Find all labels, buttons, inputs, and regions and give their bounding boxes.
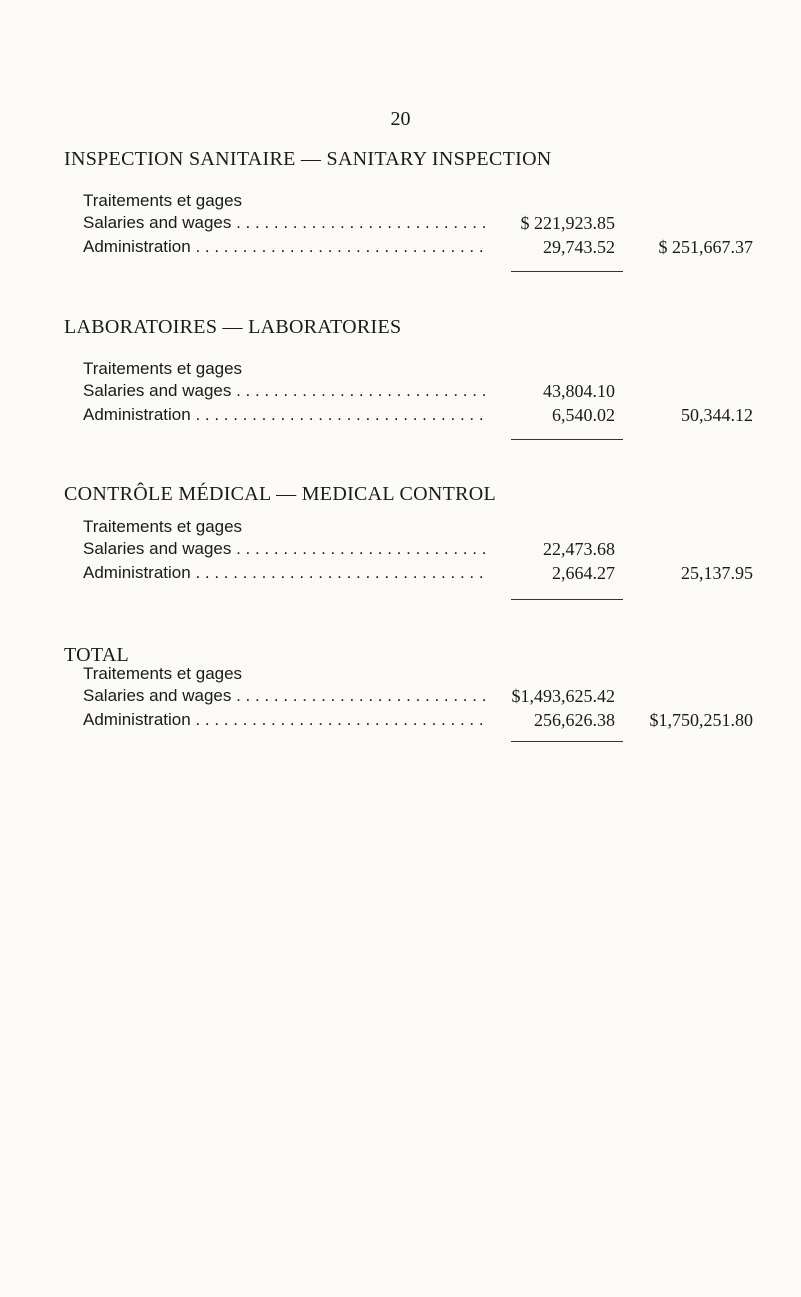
row-amount: $ 221,923.85	[520, 213, 615, 233]
subtotal-rule	[511, 271, 623, 272]
row-amount: 43,804.10	[543, 381, 615, 401]
row-label: Salaries and wages . . .	[83, 684, 486, 708]
row-salaries-and-wages	[83, 211, 763, 235]
section-heading-sanitary-inspection: INSPECTION SANITAIRE — SANITARY INSPECTION	[64, 148, 552, 170]
grand-total-rule	[511, 741, 623, 742]
row-administration	[83, 561, 763, 585]
row-total: $1,750,251.80	[649, 710, 753, 730]
row-amount: 29,743.52	[543, 237, 615, 257]
row-amount: $1,493,625.42	[511, 686, 615, 706]
subheading-traitements: Traitements et gages	[83, 191, 243, 210]
subheading-traitements: Traitements et gages	[83, 517, 243, 536]
row-label: Administration . . .	[83, 235, 486, 259]
page-number: 20	[390, 108, 411, 130]
row-amount: 256,626.38	[534, 710, 615, 730]
subheading-traitements: Traitements et gages	[83, 359, 243, 378]
row-administration	[83, 403, 763, 427]
section-heading-medical-control: CONTRÔLE MÉDICAL — MEDICAL CONTROL	[64, 483, 497, 505]
subtotal-rule	[511, 439, 623, 440]
row-total: $ 251,667.37	[658, 237, 753, 257]
row-salaries-and-wages	[83, 684, 763, 708]
row-amount: 2,664.27	[552, 563, 615, 583]
row-label: Salaries and wages . . .	[83, 537, 486, 561]
subtotal-rule	[511, 599, 623, 600]
row-salaries-and-wages	[83, 379, 763, 403]
row-amount: 22,473.68	[543, 539, 615, 559]
row-label: Administration . . .	[83, 708, 486, 732]
row-total: 25,137.95	[681, 563, 753, 583]
subheading-traitements: Traitements et gages	[83, 664, 243, 683]
row-administration	[83, 708, 763, 732]
row-label: Salaries and wages . . .	[83, 211, 486, 235]
row-salaries-and-wages	[83, 537, 763, 561]
row-label: Administration . . .	[83, 561, 486, 585]
section-heading-total: TOTAL	[64, 644, 130, 666]
section-heading-laboratories: LABORATOIRES — LABORATORIES	[64, 316, 402, 338]
row-total: 50,344.12	[681, 405, 753, 425]
row-administration	[83, 235, 763, 259]
row-label: Administration . . .	[83, 403, 486, 427]
row-label: Salaries and wages . . .	[83, 379, 486, 403]
row-amount: 6,540.02	[552, 405, 615, 425]
